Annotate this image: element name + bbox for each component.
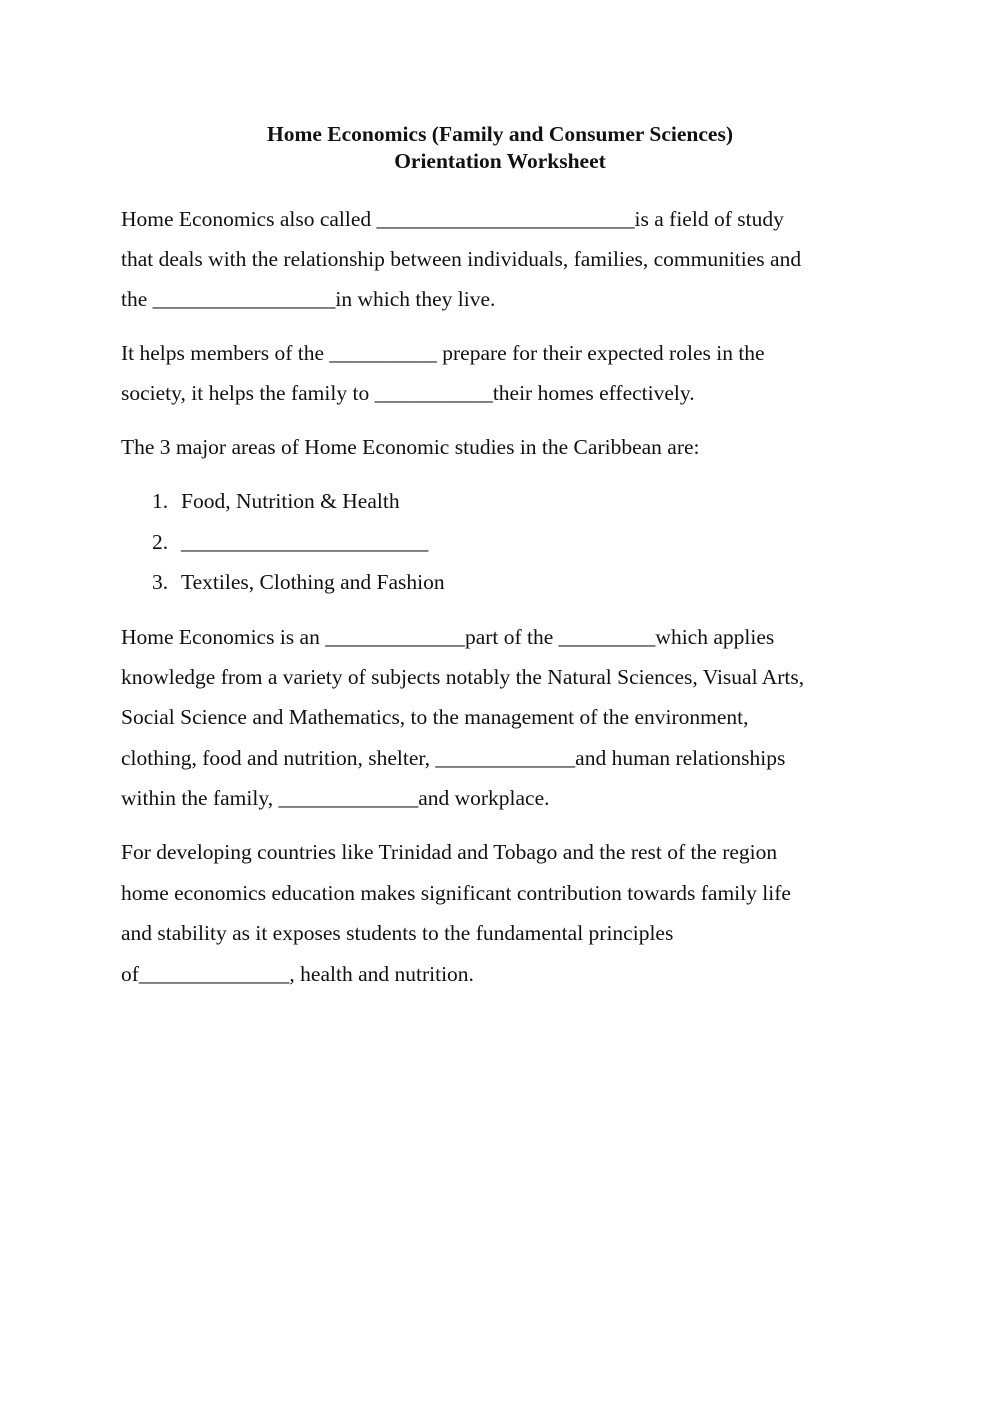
paragraph-line: Social Science and Mathematics, to the management of the environment, xyxy=(121,705,749,729)
paragraph-line: The 3 major areas of Home Economic studies in the Caribbean are: xyxy=(121,435,700,459)
list-number: 2. xyxy=(152,530,169,554)
paragraph-line: of______________, health and nutrition. xyxy=(121,962,474,986)
paragraph-line: that deals with the relationship between individuals, families, communities and xyxy=(121,247,802,271)
list-number: 3. xyxy=(152,570,169,594)
paragraph-line: Home Economics also called ________________________is a field of study xyxy=(121,207,784,231)
paragraph-line: the _________________in which they live. xyxy=(121,287,496,311)
paragraph-line: home economics education makes significant contribution towards family life xyxy=(121,881,791,905)
paragraph-line: knowledge from a variety of subjects notably the Natural Sciences, Visual Arts, xyxy=(121,665,805,689)
worksheet-subtitle: Orientation Worksheet xyxy=(394,149,606,173)
list-number: 1. xyxy=(152,489,169,513)
paragraph-line: society, it helps the family to ___________their homes effectively. xyxy=(121,381,695,405)
paragraph-line: clothing, food and nutrition, shelter, _____________and human relationships xyxy=(121,746,786,770)
paragraph-line: and stability as it exposes students to the fundamental principles xyxy=(121,921,674,945)
paragraph-line: within the family, _____________and workplace. xyxy=(121,786,550,810)
list-item: Food, Nutrition & Health xyxy=(181,489,400,513)
list-item: Textiles, Clothing and Fashion xyxy=(181,570,445,594)
paragraph-line: It helps members of the __________ prepare for their expected roles in the xyxy=(121,341,765,365)
paragraph-line: For developing countries like Trinidad and Tobago and the rest of the region xyxy=(121,840,778,864)
worksheet-title: Home Economics (Family and Consumer Sciences) xyxy=(267,122,733,146)
list-item: _______________________ xyxy=(181,530,429,554)
paragraph-line: Home Economics is an _____________part of the _________which applies xyxy=(121,625,775,649)
